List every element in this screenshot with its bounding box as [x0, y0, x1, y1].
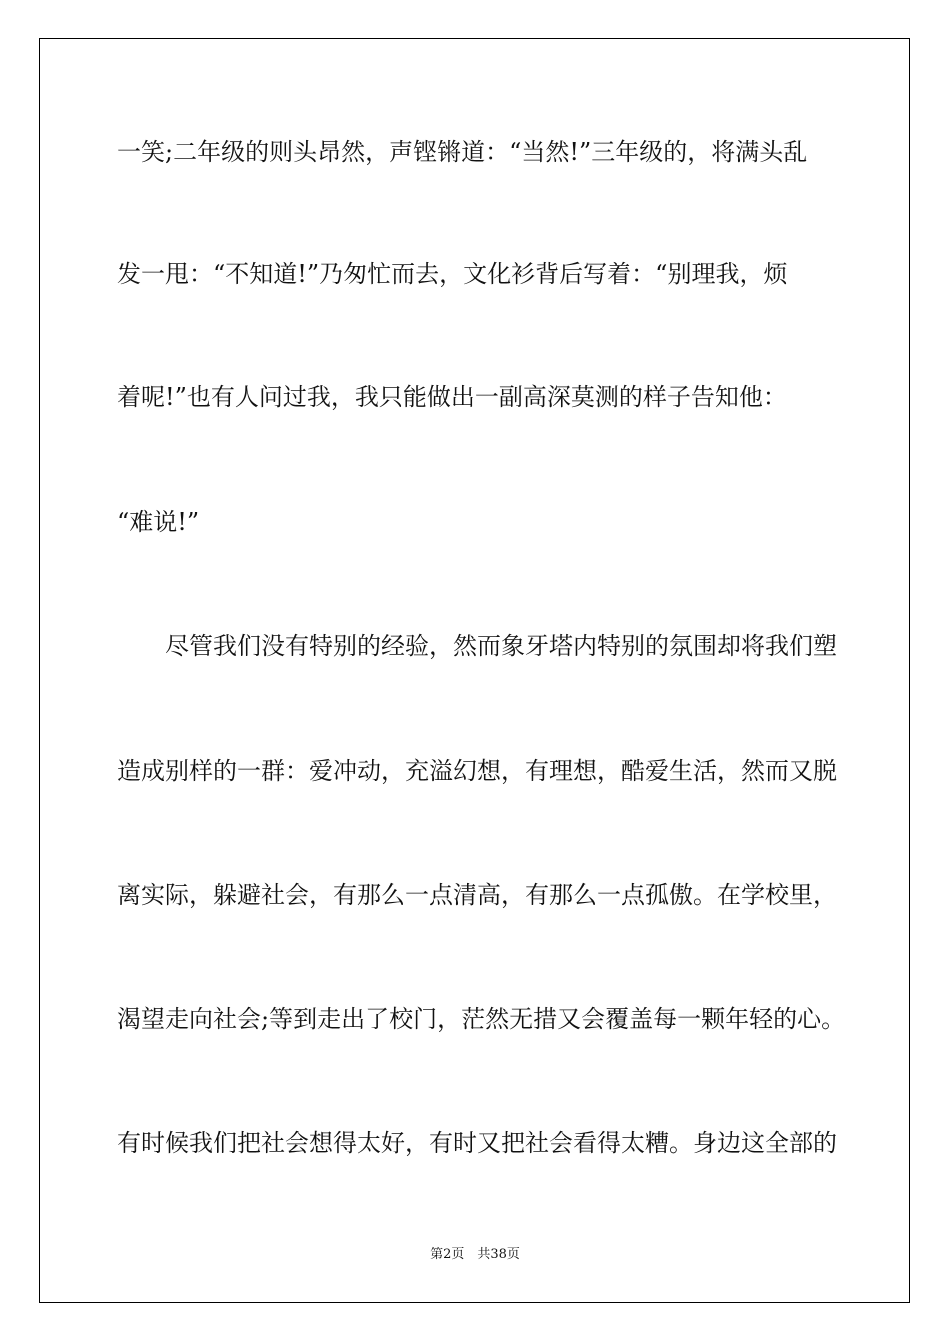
text-line-2: 发一甩：“不知道!”乃匆忙而去，文化衫背后写着：“别理我，烦: [117, 260, 788, 288]
text-line-4: “难说!”: [117, 508, 200, 536]
text-line-9: 有时候我们把社会想得太好，有时又把社会看得太糟。身边这全部的: [117, 1129, 837, 1157]
page-number-footer: 第2页 共38页: [430, 1247, 520, 1262]
text-line-7: 离实际，躲避社会，有那么一点清高，有那么一点孤傲。在学校里，: [117, 881, 837, 909]
page-border: [39, 38, 910, 1303]
text-line-3: 着呢!”也有人问过我，我只能做出一副高深莫测的样子告知他：: [117, 383, 787, 411]
text-line-1: 一笑;二年级的则头昂然，声铿锵道：“当然!”三年级的，将满头乱: [117, 138, 808, 166]
text-line-6: 造成别样的一群：爱冲动，充溢幻想，有理想，酷爱生活，然而又脱: [117, 757, 837, 785]
text-line-8: 渴望走向社会;等到走出了校门，茫然无措又会覆盖每一颗年轻的心。: [117, 1005, 846, 1033]
paragraph-start-line: 尽管我们没有特别的经验，然而象牙塔内特别的氛围却将我们塑: [117, 632, 837, 660]
